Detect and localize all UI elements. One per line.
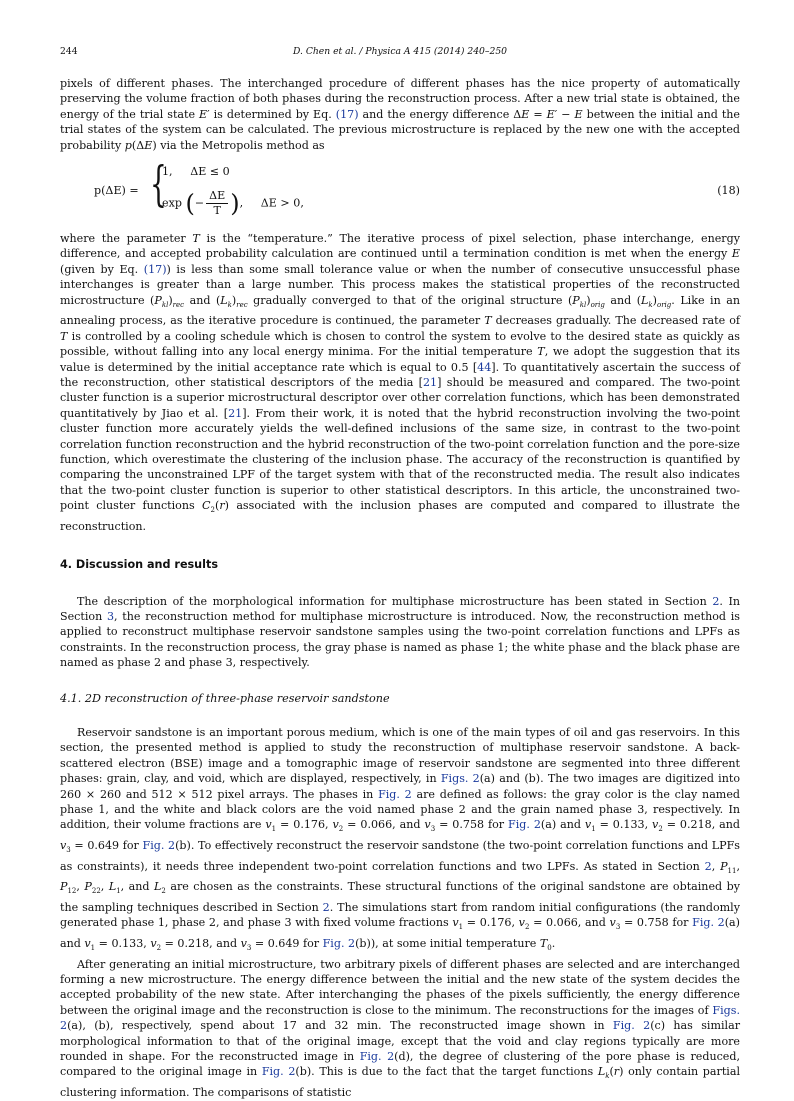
- eq-link-17[interactable]: (17): [335, 107, 359, 121]
- journal-citation: D. Chen et al. / Physica A 415 (2014) 240–250: [292, 46, 508, 57]
- article-body: [60, 76, 740, 1101]
- equation-18: [60, 156, 740, 227]
- paragraph-metropolis: pixels of different phases. The interchanged procedure of different phases has the nice property of automatically preserving the volume fraction of both phases during the reconstruction process. After a new trial state is obtained, the energy of the trial state E′ is determined by Eq. (17) and the energy difference ΔE = E′ − E between the initial and the trial states of the system can be calculated. The previous microstructure is replaced by the new one with the accepted probability p(ΔE) via the Metropolis method as: [60, 77, 740, 152]
- equation-number: (18): [717, 184, 740, 198]
- left-brace: {: [150, 156, 167, 213]
- section-4-heading: 4. Discussion and results: [60, 558, 218, 572]
- paragraph-results: After generating an initial microstructure, two arbitrary pixels of different phases are selected and are interchanged forming a new microstructure. The energy difference between the initial and the new state of the system decides the accepted probability of the new state. After interchanging the phases of the pixels sufficiently, the energy difference between the original image and the reconstruction is close to the minimum. The reconstructions for the images of Figs. 2(a), (b), respectively, spend about 17 and 32 min. The reconstructed image shown in Fig. 2(c) has similar morphological information to that of the original image, except that the void and clay regions typically are more rounded in shape. For the reconstructed image in Fig. 2(d), the degree of clustering of the pore phase is reduced, compared to the original image in Fig. 2(b). This is due to the fact that the target functions $L_k(r)$ only contain partial clustering information. The comparisons of statistic: [60, 957, 740, 1100]
- equation-case-1: 1, ΔE ≤ 0: [162, 165, 230, 179]
- page-number: 244: [60, 46, 78, 57]
- paragraph-sandstone: Reservoir sandstone is an important porous medium, which is one of the main types of oil and gas reservoirs. In this section, the presented method is applied to study the reconstruction of multiphase reservoir sandstone. A back-scattered electron (BSE) image and a tomographic image of reservoir sandstone are segmented into three different phases: grain, clay, and void, which are displayed, respectively, in Figs. 2(a) and (b). The two images are digitized into 260 × 260 and 512 × 512 pixel arrays. The phases in Fig. 2 are defined as follows: the gray color is the clay named phase 1, and the white and black colors are the void named phase 2 and the grain named phase 3, respectively. In addition, their volume fractions are $v_1 = 0.176$, $v_2 = 0.066$, and $v_3 = 0.758$ for Fig. 2(a) and $v_1 = 0.133$, $v_2 = 0.218$, and $v_3 = 0.649$ for Fig. 2(b). To effectively reconstruct the reservoir sandstone (the two-point correlation functions and LPFs as constraints), it needs three independent two-point correlation functions and two LPFs. As stated in Section 2, $P_{11}$, $P_{12}$, $P_{22}$, $L_1$, and $L_2$ are chosen as the constraints. These structural functions of the original sandstone are obtained by the sampling techniques described in Section 2. The simulations start from random initial configurations (the randomly generated phase 1, phase 2, and phase 3 with fixed volume fractions $v_1 = 0.176$, $v_2 = 0.066$, and $v_3 = 0.758$ for Fig. 2(a) and $v_1 = 0.133$, $v_2 = 0.218$, and $v_3 = 0.649$ for Fig. 2(b)), at some initial temperature $T_0$.: [60, 726, 741, 953]
- paragraph-temperature: where the parameter T is the “temperature.” The iterative process of pixel selection, phase interchange, energy difference, and accepted probability calculation are continued until a termination condition is met when the energy E (given by Eq. (17)) is less than some small tolerance value or when the number of consecutive unsuccessful phase interchanges is greater than a large number. This process makes the statistical properties of the reconstructed microstructure $(P_{kl})_{rec}$ and $(L_k)_{rec}$ gradually converged to that of the original structure $(P_{kl})_{orig}$ and $(L_k)_{orig}$. Like in an annealing process, as the iterative procedure is continued, the parameter T decreases gradually. The decreased rate of T is controlled by a cooling schedule which is chosen to control the system to evolve to the desired state as quickly as possible, without falling into any local energy minima. For the initial temperature T, we adopt the suggestion that its value is determined by the initial acceptance rate which is equal to 0.5 [44]. To quantitatively ascertain the success of the reconstruction, other statistical descriptors of the media [21] should be measured and compared. The two-point cluster function is a superior microstructural descriptor over other correlation functions, which has been demonstrated quantitatively by Jiao et al. [21]. From their work, it is noted that the hybrid reconstruction involving the two-point cluster function more accurately yields the well-defined inclusions of the same size, in contrast to the two-point correlation function reconstruction and the hybrid reconstruction of the two-point correlation function and the pore-size function, which overestimate the clustering of the inclusion phase. The accuracy of the reconstruction is quantified by comparing the unconstrained LPF of the target system with that of the reconstructed media. The result also indicates that the two-point cluster function is superior to other statistical descriptors. In this article, the unconstrained two-point cluster functions $C_2(r)$ associated with the inclusion phases are computed and compared to illustrate the reconstruction.: [60, 232, 741, 533]
- subsection-4-1-heading: 4.1. 2D reconstruction of three-phase reservoir sandstone: [60, 691, 390, 705]
- running-header: [60, 46, 740, 60]
- equation-case-2: exp (− $\frac{\Delta E}{T}$ ), ΔE > 0,: [162, 189, 304, 218]
- equation-lhs: p(ΔE) =: [94, 184, 139, 198]
- paragraph-discussion: The description of the morphological information for multiphase microstructure has been stated in Section 2. In Section 3, the reconstruction method for multiphase microstructure is introduced. Now, the reconstruction method is applied to reconstruct multiphase reservoir sandstone samples using the two-point correlation functions and LPFs as constraints. In the reconstruction process, the gray phase is named as phase 1; the white phase and the black phase are named as phase 2 and phase 3, respectively.: [60, 594, 740, 670]
